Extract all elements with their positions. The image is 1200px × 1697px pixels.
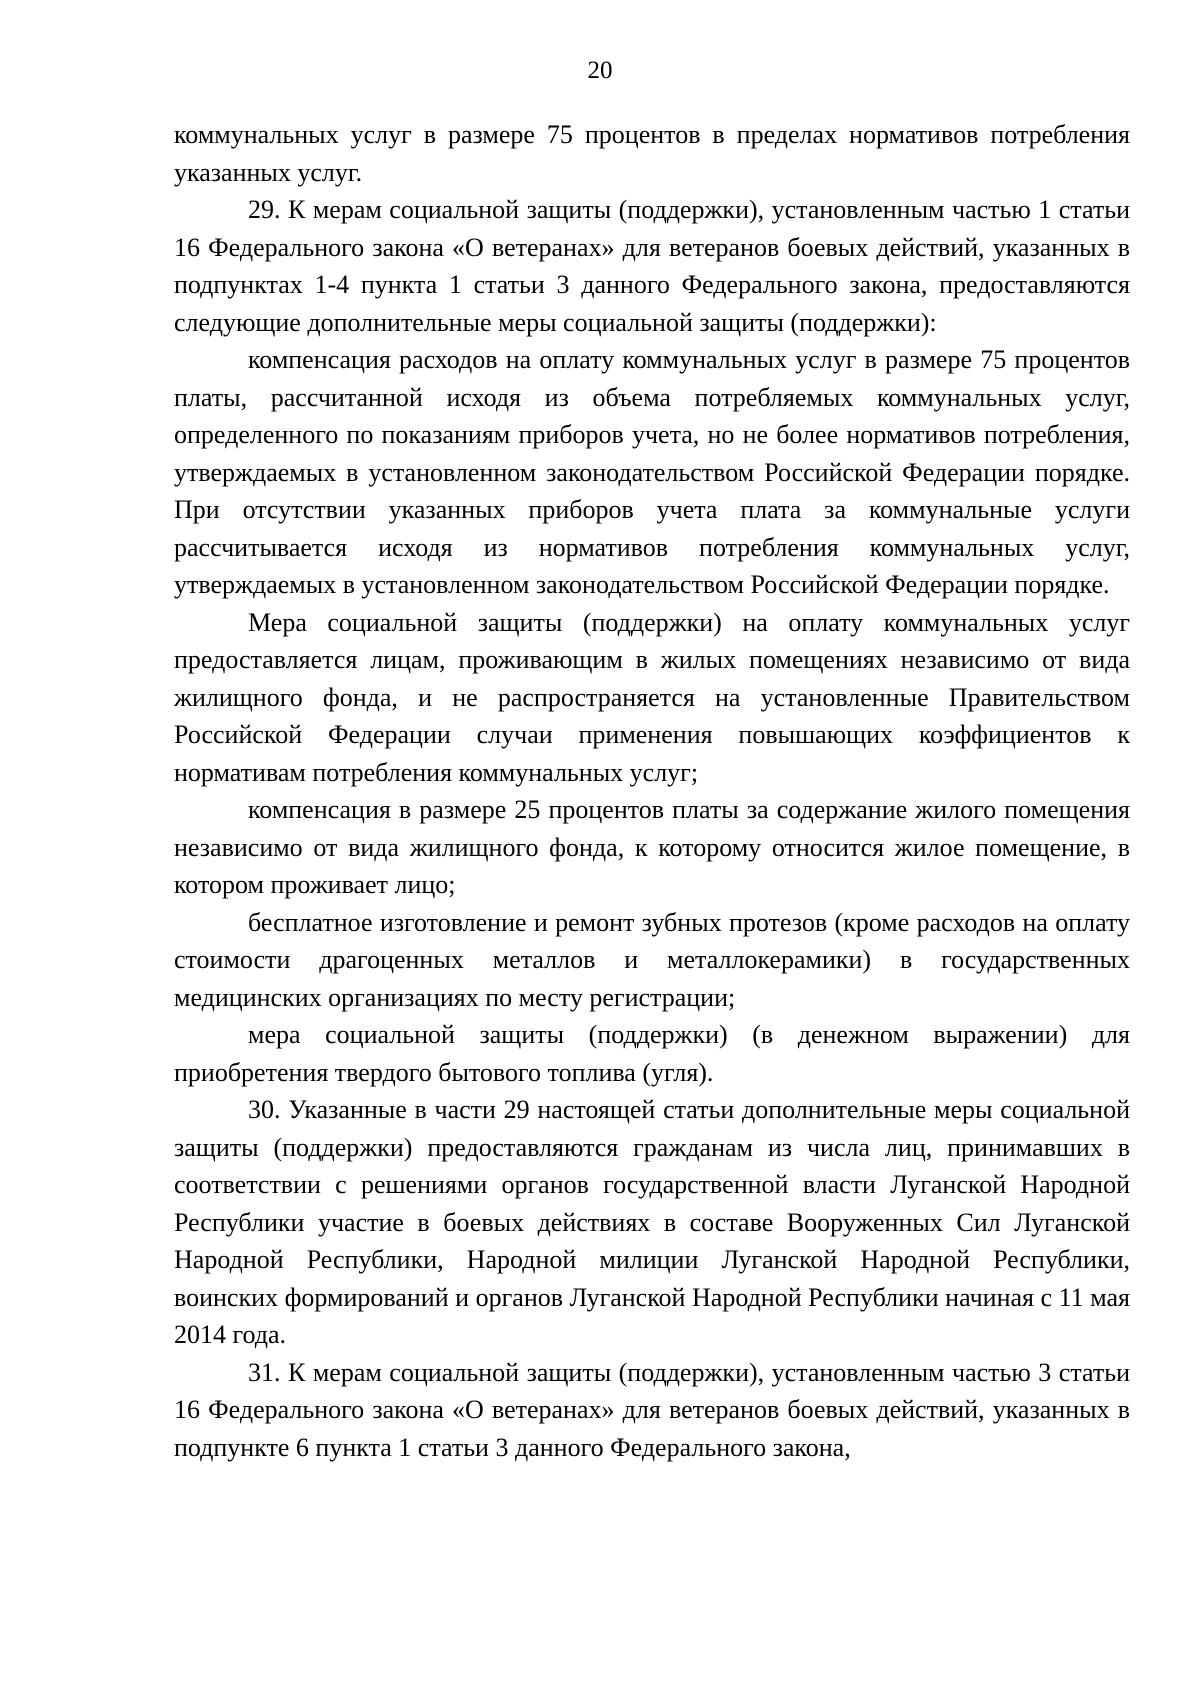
paragraph-item-31: 31. К мерам социальной защиты (поддержки), установленным частью 3 статьи 16 Федерального закона «О ветеранах» для ветеранов боевых действий, указанных в подпункте 6 пункта 1 статьи 3 данного Федерального закона, — [174, 1357, 1130, 1462]
paragraph-housing-compensation: компенсация в размере 25 процентов платы за содержание жилого помещения независимо от вида жилищного фонда, к которому относится жилое помещение, в котором проживает лицо; — [174, 795, 1130, 899]
paragraph-solid-fuel: мера социальной защиты (поддержки) (в денежном выражении) для приобретения твердого бытового топлива (угля). — [174, 1020, 1130, 1087]
document-body — [174, 116, 1130, 1466]
paragraph-utility-measure: Мера социальной защиты (поддержки) на оплату коммунальных услуг предоставляется лицам, проживающим в жилых помещениях независимо от вида жилищного фонда, и не распространяется на установленные Правительством Российской Федерации случаи применения повышающих коэффициентов к нормативам потребления коммунальных услуг; — [174, 607, 1130, 787]
paragraph-continuation: коммунальных услуг в размере 75 процентов в пределах нормативов потребления указанных услуг. — [174, 120, 1130, 187]
page-number: 20 — [587, 57, 613, 84]
paragraph-utility-compensation: компенсация расходов на оплату коммунальных услуг в размере 75 процентов платы, рассчитанной исходя из объема потребляемых коммунальных услуг, определенного по показаниям приборов учета, но не более нормативов потребления, утверждаемых в установленном законодательством Российской Федерации порядке. При отсутствии указанных приборов учета плата за коммунальные услуги рассчитывается исходя из нормативов потребления коммунальных услуг, утверждаемых в установленном законодательством Российской Федерации порядке. — [174, 345, 1130, 599]
paragraph-dental-prosthetics: бесплатное изготовление и ремонт зубных протезов (кроме расходов на оплату стоимости драгоценных металлов и металлокерамики) в государственных медицинских организациях по месту регистрации; — [174, 907, 1130, 1012]
paragraph-item-30: 30. Указанные в части 29 настоящей статьи дополнительные меры социальной защиты (поддержки) предоставляются гражданам из числа лиц, принимавших в соответствии с решениями органов государственной власти Луганской Народной Республики участие в боевых действиях в составе Вооруженных Сил Луганской Народной Республики, Народной милиции Луганской Народной Республики, воинских формирований и органов Луганской Народной Республики начиная с 11 мая 2014 года. — [174, 1095, 1130, 1349]
paragraph-item-29: 29. К мерам социальной защиты (поддержки), установленным частью 1 статьи 16 Федерального закона «О ветеранах» для ветеранов боевых действий, указанных в подпунктах 1-4 пункта 1 статьи 3 данного Федерального закона, предоставляются следующие дополнительные меры социальной защиты (поддержки): — [174, 195, 1130, 337]
